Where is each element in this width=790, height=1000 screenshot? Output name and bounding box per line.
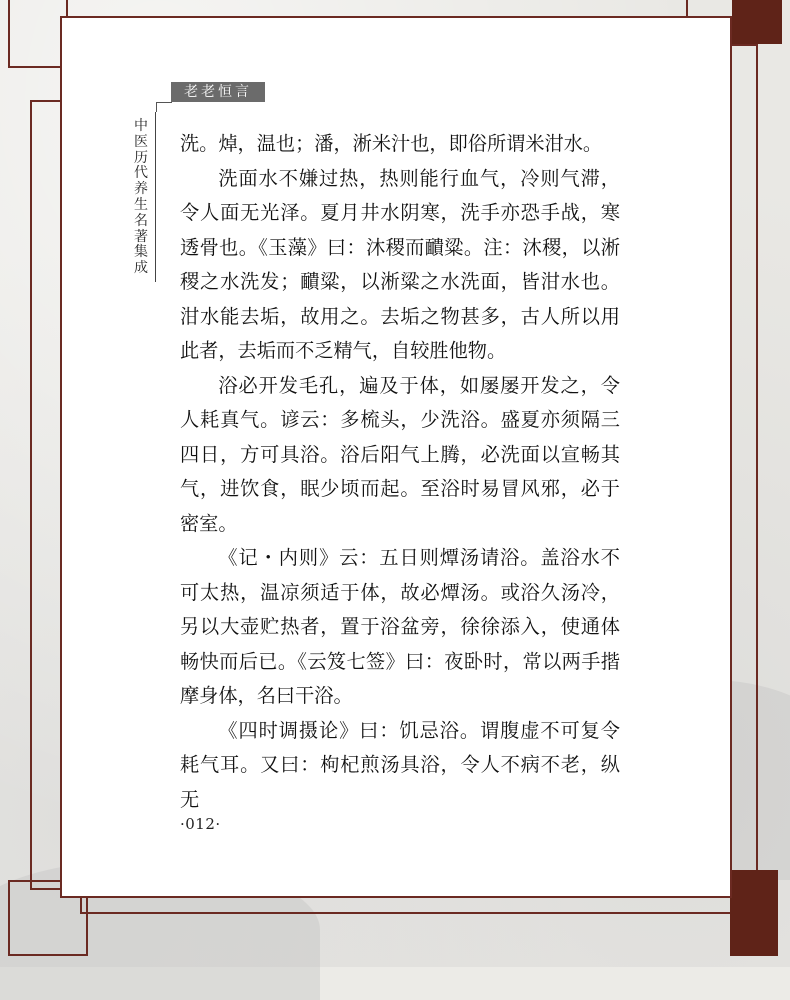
- paragraph: 洗面水不嫌过热，热则能行血气，冷则气滞，令人面无光泽。夏月井水阴寒，洗手亦恐手战，寒透骨也。《玉藻》曰：沐稷而靧粱。注：沐稷，以淅稷之水洗发；靧粱，以淅粱之水洗面，皆泔水也。泔水能去垢，故用之。去垢之物甚多，古人所以用此者，去垢而不乏精气，自较胜他物。: [180, 166, 620, 362]
- page-number: ·012·: [180, 815, 221, 833]
- header-connector-line: [156, 102, 172, 103]
- header-connector-vertical: [156, 102, 157, 112]
- book-title-tag: 老老恒言: [171, 82, 265, 102]
- paragraph: 《记・内则》云：五日则燂汤请浴。盖浴水不可太热，温凉须适于体，故必燂汤。或浴久汤冷，另以大壶贮热者，置于浴盆旁，徐徐添入，使通体畅快而后已。《云笈七签》曰：夜卧时，常以两手揩摩身体，名曰干浴。: [180, 546, 620, 707]
- frame-block-bottom-right: [730, 870, 778, 956]
- paragraph: 浴必开发毛孔，遍及于体，如屡屡开发之，令人耗真气。谚云：多梳头，少洗浴。盛夏亦须隔三四日，方可具浴。浴后阳气上腾，必洗面以宣畅其气，进饮食，眠少顷而起。至浴时易冒风邪，必于密室。: [180, 373, 620, 535]
- frame-outline-right: [728, 44, 758, 874]
- paragraph: 《四时调摄论》曰：饥忌浴。谓腹虚不可复令耗气耳。又曰：枸杞煎汤具浴，令人不病不老，纵无: [180, 718, 620, 811]
- series-divider-line: [155, 112, 156, 282]
- paragraph: 洗。焯，温也；潘，淅米汁也，即俗所谓米泔水。: [180, 132, 603, 155]
- frame-block-top-right: [732, 0, 782, 44]
- series-title: 中医历代养生名著集成: [134, 118, 148, 277]
- frame-outline-top-left: [8, 0, 68, 68]
- body-text: [180, 127, 620, 817]
